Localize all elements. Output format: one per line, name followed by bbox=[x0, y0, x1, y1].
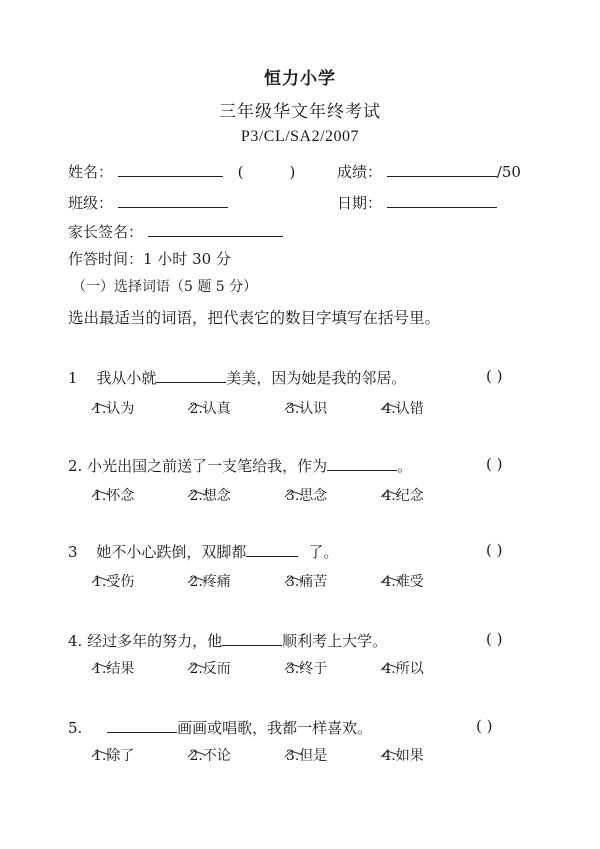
question-text-post: 了。 bbox=[308, 543, 339, 561]
option-4[interactable] bbox=[382, 485, 423, 505]
answer-paren-2[interactable]: ( ) bbox=[486, 455, 503, 473]
option-label: 1.除了 bbox=[93, 748, 135, 764]
option-label: 4.如果 bbox=[382, 748, 424, 764]
question-2 bbox=[68, 455, 412, 476]
option-label: 1.受伤 bbox=[93, 574, 135, 590]
strike-mark-icon bbox=[283, 660, 305, 672]
answer-blank[interactable] bbox=[222, 631, 282, 646]
option-label: 3.但是 bbox=[285, 748, 328, 764]
strike-mark-icon bbox=[186, 400, 208, 412]
option-label: 4.纪念 bbox=[382, 488, 424, 504]
strike-mark-icon bbox=[379, 573, 401, 585]
option-label: 2.不论 bbox=[189, 748, 231, 764]
option-label: 1.怀念 bbox=[93, 488, 135, 504]
answer-blank[interactable] bbox=[156, 368, 226, 383]
name-field[interactable] bbox=[118, 160, 223, 177]
question-text-pre: 小光出国之前送了一支笔给我，作为 bbox=[87, 457, 328, 475]
strike-mark-icon bbox=[379, 487, 401, 499]
option-label: 1.认为 bbox=[93, 401, 135, 417]
question-text-post: 顺利考上大学。 bbox=[282, 632, 388, 650]
class-label: 班级： bbox=[68, 194, 114, 212]
class-number-paren-close: ) bbox=[289, 163, 296, 181]
question-number: 3 bbox=[68, 543, 78, 561]
option-2[interactable] bbox=[189, 658, 281, 678]
option-label: 1.结果 bbox=[93, 661, 135, 677]
question-text-pre: 她不小心跌倒，双脚都 bbox=[96, 543, 247, 561]
strike-mark-icon bbox=[90, 573, 112, 585]
question-number: 1 bbox=[68, 369, 78, 387]
date-field[interactable] bbox=[387, 191, 497, 208]
strike-mark-icon bbox=[186, 660, 208, 672]
option-label: 2.反而 bbox=[189, 661, 231, 677]
option-1[interactable] bbox=[93, 658, 185, 678]
question-4 bbox=[68, 630, 387, 651]
option-1[interactable] bbox=[93, 485, 185, 505]
question-number: 2. bbox=[68, 457, 83, 475]
strike-mark-icon bbox=[379, 660, 401, 672]
option-2[interactable] bbox=[189, 398, 281, 418]
time-allowed: 作答时间：1 小时 30 分 bbox=[68, 250, 231, 268]
options-3 bbox=[93, 571, 424, 591]
option-label: 2.想念 bbox=[189, 488, 231, 504]
option-4[interactable] bbox=[382, 745, 423, 765]
question-3 bbox=[68, 541, 338, 562]
class-row bbox=[68, 191, 228, 213]
exam-title: 三年级华文年终考试 bbox=[219, 102, 381, 122]
option-label: 2.疼痛 bbox=[189, 574, 231, 590]
answer-paren-4[interactable]: ( ) bbox=[486, 630, 503, 648]
date-label: 日期： bbox=[337, 194, 383, 212]
date-row bbox=[337, 191, 497, 213]
option-4[interactable] bbox=[382, 571, 423, 591]
option-2[interactable] bbox=[189, 745, 281, 765]
option-label: 2.认真 bbox=[189, 401, 231, 417]
class-field[interactable] bbox=[118, 191, 228, 208]
score-label: 成绩： bbox=[337, 163, 383, 181]
option-label: 3.认识 bbox=[285, 401, 328, 417]
parent-sign-row bbox=[68, 220, 283, 242]
option-2[interactable] bbox=[189, 485, 281, 505]
question-number: 4. bbox=[68, 632, 83, 650]
strike-mark-icon bbox=[90, 660, 112, 672]
option-3[interactable] bbox=[286, 485, 378, 505]
option-4[interactable] bbox=[382, 658, 423, 678]
options-1 bbox=[93, 398, 424, 418]
strike-mark-icon bbox=[379, 747, 401, 759]
answer-paren-1[interactable]: ( ) bbox=[486, 367, 503, 385]
strike-mark-icon bbox=[186, 747, 208, 759]
option-3[interactable] bbox=[286, 398, 378, 418]
name-label: 姓名： bbox=[68, 163, 114, 181]
options-5 bbox=[93, 745, 424, 765]
option-label: 3.痛苦 bbox=[285, 574, 328, 590]
option-4[interactable] bbox=[382, 398, 423, 418]
answer-blank[interactable] bbox=[327, 456, 397, 471]
strike-mark-icon bbox=[379, 400, 401, 412]
question-5 bbox=[68, 717, 372, 738]
score-field[interactable] bbox=[387, 160, 497, 177]
question-text-post: 画画或唱歌，我都一样喜欢。 bbox=[177, 719, 373, 737]
option-1[interactable] bbox=[93, 571, 185, 591]
section-title: （一）选择词语（5 题 5 分） bbox=[72, 279, 258, 295]
option-label: 4.所以 bbox=[382, 661, 424, 677]
class-number-paren-open: ( bbox=[237, 163, 244, 181]
strike-mark-icon bbox=[283, 573, 305, 585]
strike-mark-icon bbox=[283, 400, 305, 412]
answer-blank[interactable] bbox=[107, 718, 177, 733]
question-text-pre: 我从小就 bbox=[96, 369, 157, 387]
option-label: 4.认错 bbox=[382, 401, 424, 417]
option-2[interactable] bbox=[189, 571, 281, 591]
score-row bbox=[337, 160, 521, 182]
option-label: 3.终于 bbox=[285, 661, 328, 677]
strike-mark-icon bbox=[186, 573, 208, 585]
section-instruction: 选出最适当的词语，把代表它的数目字填写在括号里。 bbox=[68, 309, 441, 327]
option-3[interactable] bbox=[286, 658, 378, 678]
answer-blank[interactable] bbox=[246, 542, 298, 557]
strike-mark-icon bbox=[90, 747, 112, 759]
option-label: 4.难受 bbox=[382, 574, 424, 590]
strike-mark-icon bbox=[283, 747, 305, 759]
option-1[interactable] bbox=[93, 745, 185, 765]
option-1[interactable] bbox=[93, 398, 185, 418]
question-1 bbox=[68, 367, 406, 388]
answer-paren-3[interactable]: ( ) bbox=[486, 541, 503, 559]
school-name: 恒力小学 bbox=[264, 69, 336, 89]
name-row bbox=[68, 160, 295, 182]
option-3[interactable] bbox=[286, 745, 378, 765]
question-text-post: 美美，因为她是我的邻居。 bbox=[226, 369, 407, 387]
answer-paren-5[interactable]: ( ) bbox=[476, 717, 493, 735]
option-3[interactable] bbox=[286, 571, 378, 591]
strike-mark-icon bbox=[186, 487, 208, 499]
strike-mark-icon bbox=[90, 400, 112, 412]
options-4 bbox=[93, 658, 424, 678]
strike-mark-icon bbox=[283, 487, 305, 499]
parent-sign-label: 家长签名： bbox=[68, 223, 144, 241]
score-total: /50 bbox=[496, 163, 521, 181]
exam-code: P3/CL/SA2/2007 bbox=[240, 128, 360, 145]
strike-mark-icon bbox=[90, 487, 112, 499]
parent-sign-field[interactable] bbox=[148, 220, 283, 237]
question-text-pre: 经过多年的努力，他 bbox=[87, 632, 223, 650]
question-text-post: 。 bbox=[397, 457, 413, 475]
question-number: 5. bbox=[68, 719, 83, 737]
option-label: 3.思念 bbox=[285, 488, 328, 504]
options-2 bbox=[93, 485, 424, 505]
